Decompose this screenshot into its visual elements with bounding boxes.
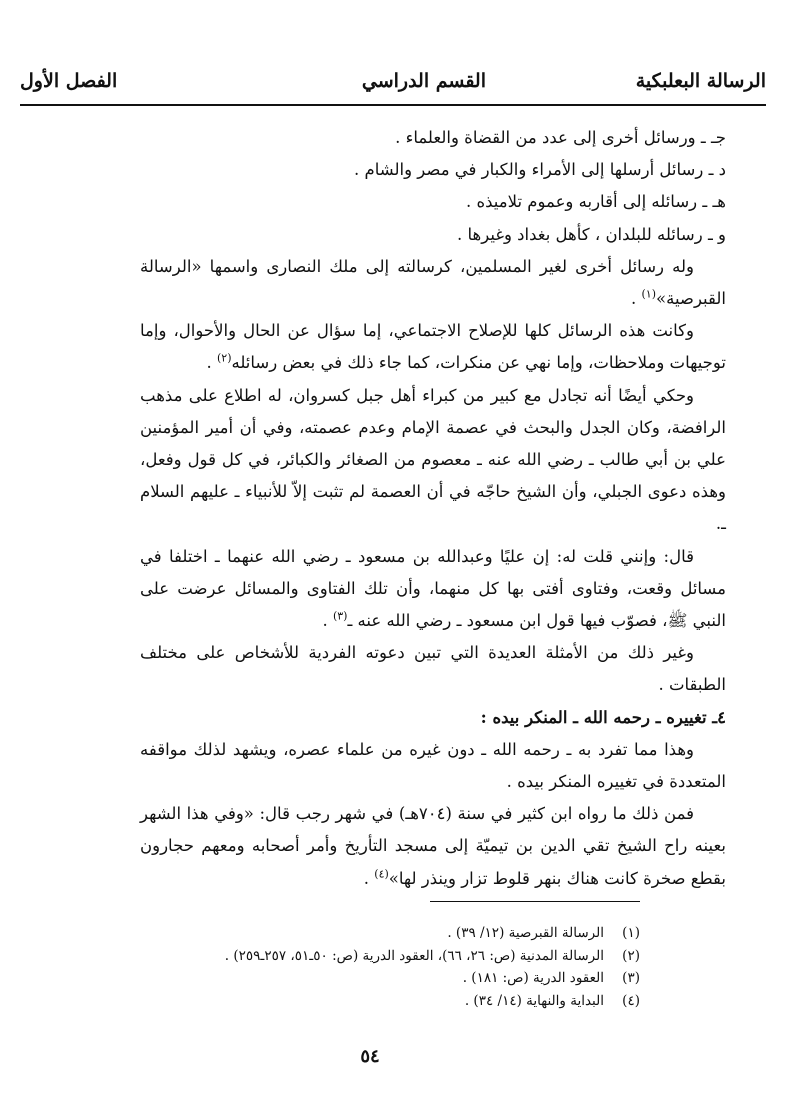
footnote-marker: (٤) <box>374 867 389 881</box>
paragraph-end: . <box>206 353 217 373</box>
paragraph-text: وكانت هذه الرسائل كلها للإصلاح الاجتماعي، إما سؤال عن الحال والأحوال، وإما توجيهات وملاحظات، وإما نهي عن منكرات، كما جاء ذلك في بعض رسائله <box>140 321 726 373</box>
footnote <box>120 922 640 945</box>
footnote <box>120 990 640 1013</box>
footnote-text: العقود الدرية (ص: ١٨١) . <box>462 970 604 986</box>
main-text <box>140 122 726 895</box>
paragraph: وهذا مما تفرد به ـ رحمه الله ـ دون غيره من علماء عصره، ويشهد لذلك مواقفه المتعددة في تغييره المنكر بيده . <box>140 739 726 792</box>
paragraph-end: . <box>363 868 375 888</box>
paragraph <box>140 798 726 895</box>
paragraph-text: وله رسائل أخرى لغير المسلمين، كرسالته إلى ملك النصارى واسمها «الرسالة القبرصية» <box>140 256 726 309</box>
list-item-ha: هـ ـ رسائله إلى أقاربه وعموم تلاميذه . <box>466 192 726 212</box>
footnote-number: (٤) <box>622 992 640 1009</box>
footnote <box>120 967 640 990</box>
header-divider <box>20 104 766 106</box>
footnote-text: الرسالة القبرصية (١٢/ ٣٩) . <box>447 925 604 941</box>
footnote-divider <box>430 901 640 902</box>
footnote-marker: (٣) <box>332 609 348 623</box>
paragraph <box>140 541 726 638</box>
running-header <box>20 66 766 102</box>
footnote-number: (٣) <box>622 970 640 986</box>
footnote <box>120 945 640 968</box>
footnotes <box>120 922 640 1012</box>
header-section-title: القسم الدراسي <box>361 70 486 92</box>
page-number: ٥٤ <box>360 1046 380 1067</box>
paragraph <box>140 315 726 379</box>
paragraph <box>140 251 726 315</box>
footnote-text: البداية والنهاية (١٤/ ٣٤) . <box>464 992 604 1009</box>
header-chapter-title: الفصل الأول <box>20 70 118 92</box>
list-item-waw: و ـ رسائله للبلدان ، كأهل بغداد وغيرها . <box>457 224 726 244</box>
paragraph-text: فمن ذلك ما رواه ابن كثير في سنة (٧٠٤هـ) في شهر رجب قال: «وفي هذا الشهر بعينه راح الشيخ تقي الدين بن تيميّة إلى مسجد التأريخ وأمر أصحابه ومعهم حجارون بقطع صخرة كانت هناك بنهر قلوط تزار وينذر لها» <box>140 804 726 888</box>
footnote-marker: (٢) <box>216 351 232 365</box>
paragraph: وغير ذلك من الأمثلة العديدة التي تبين دعوته الفردية للأشخاص على مختلف الطبقات . <box>140 643 726 695</box>
header-book-title: الرسالة البعلبكية <box>635 70 766 92</box>
paragraph: وحكي أيضًا أنه تجادل مع كبير من كبراء أهل جبل كسروان، له اطلاع على مذهب الرافضة، وكان الجدل والبحث في عصمة الإمام وعدم عصمته، وفي أن أمير المؤمنين علي بن أبي طالب ـ رضي الله عنه ـ معصوم من الصغائر والكبائر، في كل قول وفعل، وهذه دعوى الجبلي، وأن الشيخ حاجّه في أن العصمة لم تثبت إلاّ للأنبياء ـ عليهم السلام ـ. <box>140 385 726 534</box>
paragraph-text: قال: وإنني قلت له: إن عليًا وعبدالله بن مسعود ـ رضي الله عنهما ـ اختلفا في مسائل وقعت، وفتاوى أفتى بها كل منهما، وأن تلك الفتاوى والمسائل عرضت على النبي ﷺ، فصوّب فيها قول ابن مسعود ـ رضي الله عنه ـ <box>140 546 726 631</box>
footnote-number: (٢) <box>622 947 640 964</box>
paragraph-end: . <box>631 289 642 309</box>
section-heading: ٤ـ تغييره ـ رحمه الله ـ المنكر بيده : <box>480 707 726 727</box>
footnote-marker: (١) <box>641 287 657 301</box>
paragraph-end: . <box>322 611 333 631</box>
list-item-dal: د ـ رسائل أرسلها إلى الأمراء والكبار في مصر والشام . <box>354 160 726 180</box>
list-item-jim: جـ ـ ورسائل أخرى إلى عدد من القضاة والعلماء . <box>395 128 726 147</box>
footnote-text: الرسالة المدنية (ص: ٢٦، ٦٦)، العقود الدرية (ص: ٥٠ـ٥١، ٢٥٧ـ٢٥٩) . <box>224 947 604 964</box>
footnote-number: (١) <box>622 925 640 941</box>
